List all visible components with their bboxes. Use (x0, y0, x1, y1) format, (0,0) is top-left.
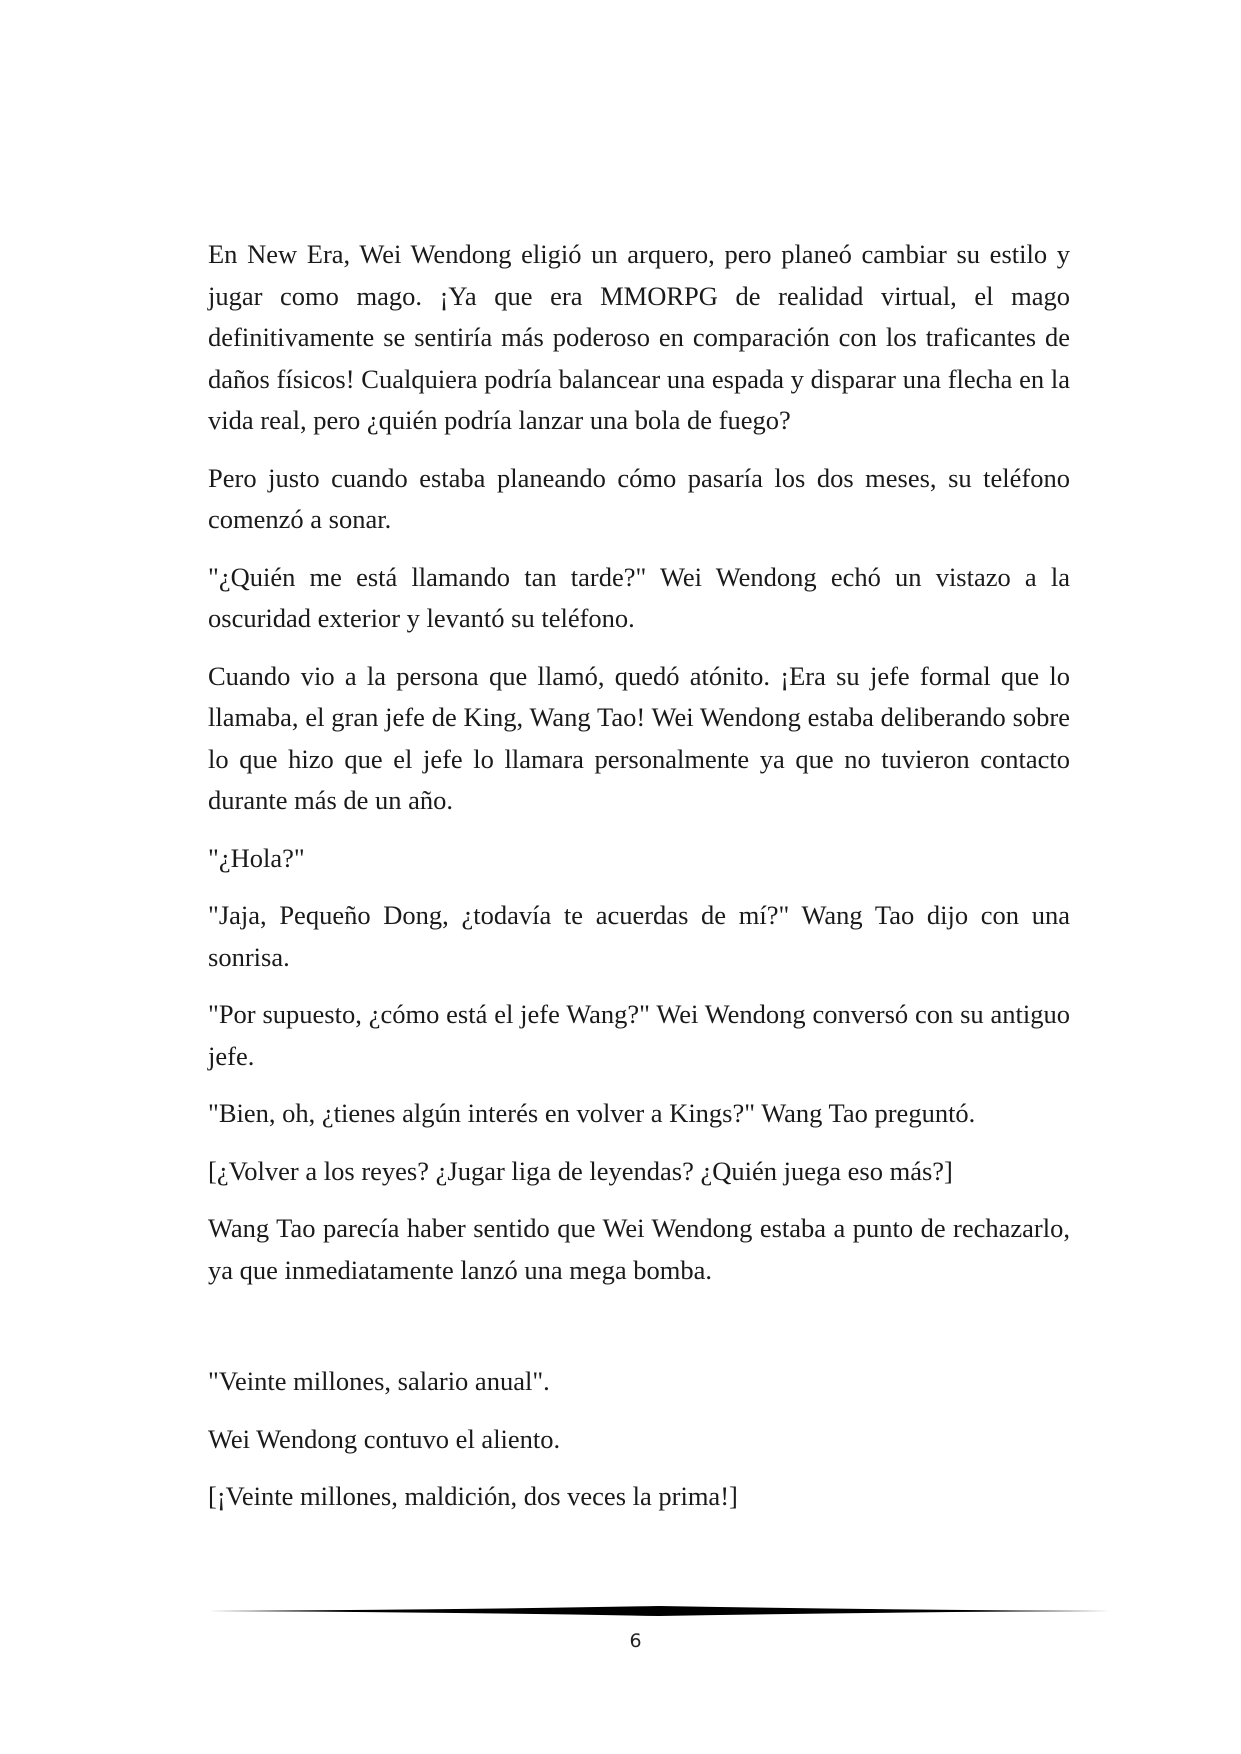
paragraph-9: [¿Volver a los reyes? ¿Jugar liga de leyendas? ¿Quién juega eso más?] (208, 1155, 953, 1186)
page-number: 6 (629, 1630, 642, 1652)
paragraph-13: [¡Veinte millones, maldición, dos veces la prima!] (208, 1481, 738, 1511)
paragraph-4: Cuando vio a la persona que llamó, quedó atónito. ¡Era su jefe formal que lo llamaba, el gran jefe de King, Wang Tao! Wei Wendong estaba deliberando sobre lo que hizo que el jefe lo llamara personalmente ya que no tuvieron contacto durante más de un año. (208, 660, 1070, 815)
paragraph-6: "Jaja, Pequeño Dong, ¿todavía te acuerdas de mí?" Wang Tao dijo con una sonrisa. (208, 900, 1070, 972)
paragraph-12: Wei Wendong contuvo el aliento. (208, 1423, 561, 1454)
paragraph-11: "Veinte millones, salario anual". (208, 1366, 550, 1396)
paragraph-8: "Bien, oh, ¿tienes algún interés en volver a Kings?" Wang Tao preguntó. (208, 1098, 976, 1128)
paragraph-10: Wang Tao parecía haber sentido que Wei Wendong estaba a punto de rechazarlo, ya que inmediatamente lanzó una mega bomba. (208, 1213, 1070, 1285)
paragraph-1: En New Era, Wei Wendong eligió un arquero, pero planeó cambiar su estilo y jugar como mago. ¡Ya que era MMORPG de realidad virtual, el mago definitivamente se sentiría más poderoso en comparación con los traficantes de daños físicos! Cualquiera podría balancear una espada y disparar una flecha en la vida real, pero ¿quién podría lanzar una bola de fuego? (208, 239, 1070, 435)
body-text (208, 234, 1070, 1534)
paragraph-2: Pero justo cuando estaba planeando cómo pasaría los dos meses, su teléfono comenzó a sonar. (208, 462, 1070, 534)
paragraph-5: "¿Hola?" (208, 842, 305, 873)
footer-divider (208, 1604, 1110, 1618)
paragraph-7: "Por supuesto, ¿cómo está el jefe Wang?" Wei Wendong conversó con su antiguo jefe. (208, 999, 1070, 1071)
section-gap (208, 1307, 1070, 1361)
paragraph-3: "¿Quién me está llamando tan tarde?" Wei Wendong echó un vistazo a la oscuridad exterior y levantó su teléfono. (208, 561, 1070, 633)
